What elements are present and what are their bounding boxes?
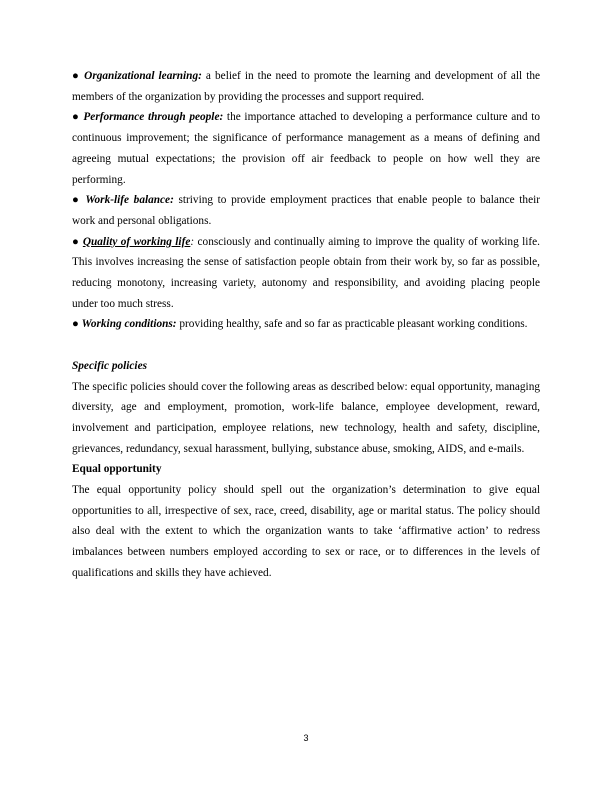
- bullet-quality-of-working-life: [72, 232, 540, 315]
- paragraph-gap: [72, 335, 540, 356]
- bullet-text: the importance attached to developing a performance culture and to continuous improvement; the significance of performance management as a means of defining and agreeing mutual expectations; the provision off air feedback to people on how well they are performing.: [72, 111, 540, 186]
- bullet-term: Performance through people:: [83, 111, 224, 124]
- bullet-symbol: ●: [72, 318, 79, 331]
- bullet-term-colon: :: [190, 235, 195, 248]
- section-heading-specific-policies: Specific policies: [72, 359, 147, 372]
- bullet-text: a belief in the need to promote the learning and development of all the members of the organization by providing the processes and support required.: [72, 70, 540, 103]
- bullet-text: providing healthy, safe and so far as practicable pleasant working conditions.: [176, 318, 528, 331]
- paragraph-specific-policies: The specific policies should cover the following areas as described below: equal opportunity, managing diversity, age and employment, promotion, work-life balance, employee development, reward, involvement and participation, employee relations, new technology, health and safety, discipline, grievances, redundancy, sexual harassment, bullying, substance abuse, smoking, AIDS, and e-mails.: [72, 380, 540, 455]
- bullet-term: Work-life balance:: [85, 194, 174, 207]
- bullet-symbol: ●: [72, 235, 80, 248]
- bullet-term: Quality of working life: [82, 235, 191, 248]
- bullet-text: striving to provide employment practices that enable people to balance their work and personal obligations.: [72, 194, 540, 227]
- page-number: 3: [303, 733, 309, 743]
- paragraph-equal-opportunity: The equal opportunity policy should spell out the organization’s determination to give equal opportunities to all, irrespective of sex, race, creed, disability, age or marital status. The policy should also deal with the extent to which the organization wants to take ‘affirmative action’ to redress imbalances between numbers employed according to sex or race, or to differences in the levels of qualifications and skills they have achieved.: [72, 484, 540, 579]
- bullet-working-conditions: [72, 314, 540, 335]
- bullet-symbol: ●: [72, 70, 81, 82]
- bullet-text: consciously and continually aiming to improve the quality of working life. This involves increasing the sense of satisfaction people obtain from their work by, so far as possible, reducing monotony, increasing variety, autonomy and responsibility, and avoiding placing people under too much stress.: [72, 235, 541, 310]
- bullet-term: Working conditions:: [81, 318, 177, 331]
- bullet-symbol: ●: [72, 111, 80, 124]
- bullet-performance-through-people: [72, 107, 540, 190]
- document-body: [72, 66, 540, 584]
- bullet-work-life-balance: [72, 190, 540, 231]
- bullet-organizational-learning: [72, 66, 540, 107]
- section-heading-equal-opportunity: Equal opportunity: [72, 463, 162, 476]
- bullet-symbol: ●: [72, 194, 81, 207]
- bullet-term: Organizational learning:: [84, 70, 202, 82]
